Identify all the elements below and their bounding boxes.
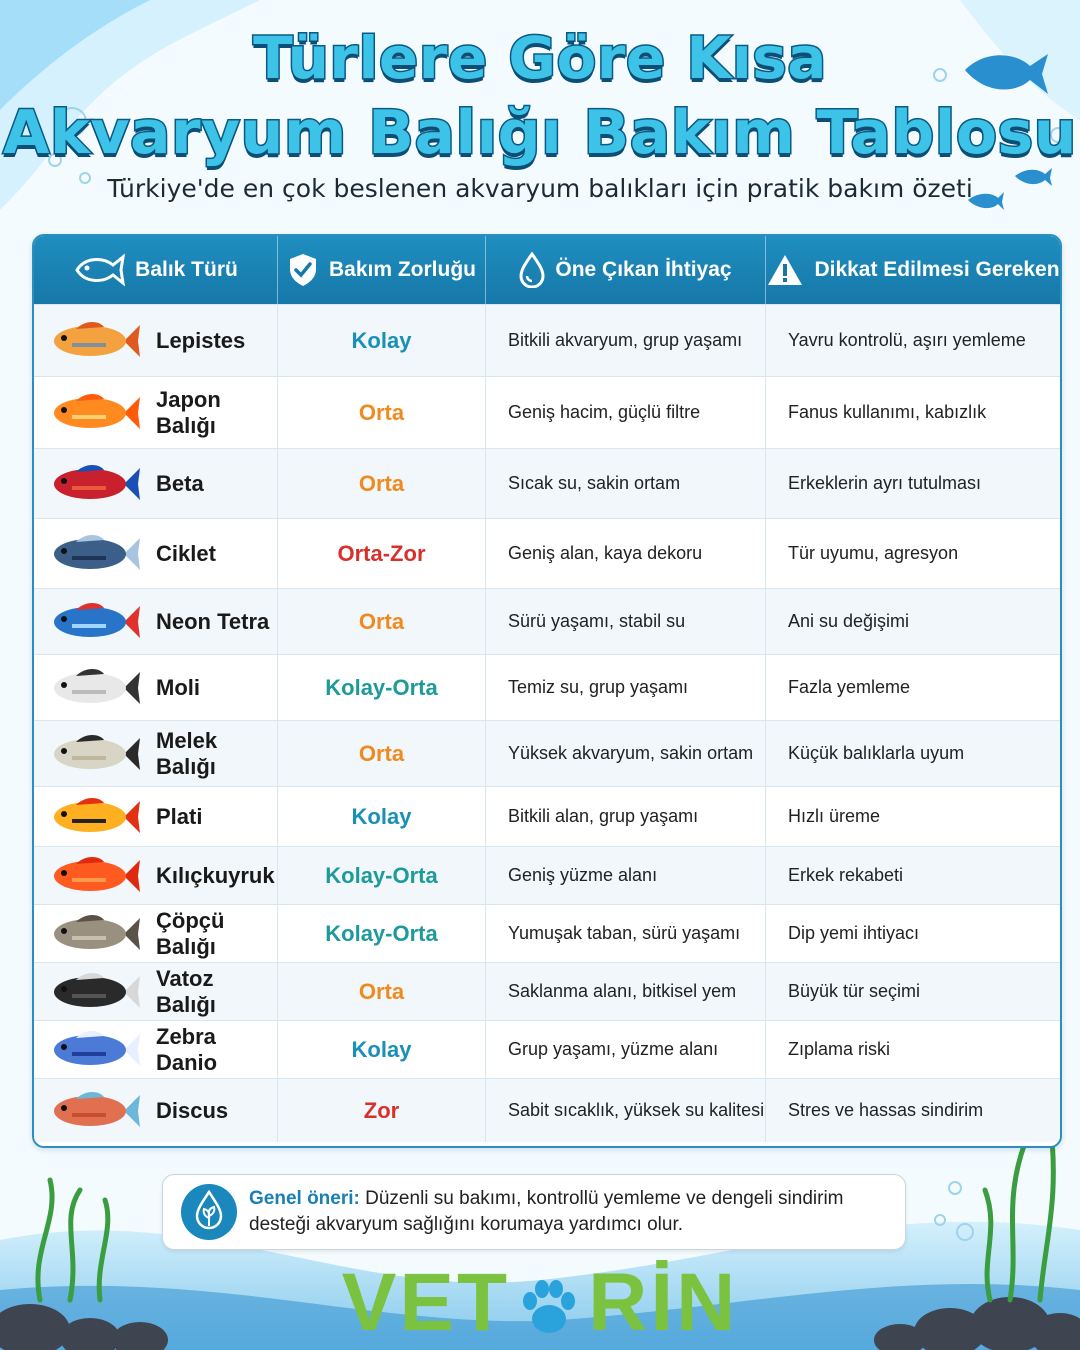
need-cell: Yüksek akvaryum, sakin ortam — [486, 721, 766, 786]
need-cell: Geniş hacim, güçlü filtre — [486, 377, 766, 448]
caution-cell: Hızlı üreme — [788, 806, 881, 826]
difficulty-value: Orta — [358, 978, 405, 1004]
difficulty-cell — [278, 655, 486, 720]
species-name: Zebra Danio — [156, 1023, 218, 1075]
page-title-line-1: Türlere Göre Kısa — [253, 24, 827, 92]
logo-text-right: RİN — [588, 1257, 739, 1348]
table-row — [34, 962, 1060, 1020]
table-row — [34, 720, 1060, 786]
species-cell — [34, 449, 278, 518]
corydoras-fish-icon — [42, 906, 142, 962]
need-cell: Bitkili alan, grup yaşamı — [486, 787, 766, 846]
table-row — [34, 846, 1060, 904]
header-need — [486, 236, 766, 304]
species-name: Çöpçü Balığı — [156, 907, 225, 959]
paw-icon — [514, 1273, 584, 1343]
difficulty-cell — [278, 377, 486, 448]
betta-fish-icon — [42, 456, 142, 512]
species-cell — [34, 905, 278, 962]
need-cell: Sıcak su, sakin ortam — [486, 449, 766, 518]
need-cell: Yumuşak taban, sürü yaşamı — [486, 905, 766, 962]
caution-cell: Erkek rekabeti — [788, 865, 904, 885]
cichlid-fish-icon — [42, 526, 142, 582]
species-name: Moli — [156, 674, 200, 700]
general-advice-body: Düzenli su bakımı, kontrollü yemleme ve dengeli sindirim desteği akvaryum sağlığını korumaya yardımcı olur. — [249, 1188, 844, 1235]
caution-cell: Ani su değişimi — [788, 611, 910, 631]
species-cell — [34, 721, 278, 786]
caution-cell: Stres ve hassas sindirim — [788, 1100, 984, 1120]
difficulty-value: Orta — [358, 470, 405, 496]
caution-cell: Yavru kontrolü, aşırı yemleme — [788, 330, 1026, 350]
vetrin-logo — [0, 1256, 1080, 1350]
page-title-line-2: Akvaryum Balığı Bakım Tablosu — [3, 98, 1077, 168]
general-advice-text — [249, 1186, 905, 1238]
difficulty-value: Kolay-Orta — [325, 674, 438, 700]
species-cell — [34, 589, 278, 654]
species-cell — [34, 305, 278, 376]
caution-cell: Fazla yemleme — [788, 677, 911, 697]
species-name: Vatoz Balığı — [156, 965, 216, 1017]
table-row — [34, 448, 1060, 518]
difficulty-value: Kolay-Orta — [325, 862, 438, 888]
species-cell — [34, 787, 278, 846]
species-cell — [34, 847, 278, 904]
need-cell: Bitkili akvaryum, grup yaşamı — [486, 305, 766, 376]
table-row — [34, 654, 1060, 720]
caution-cell: Tür uyumu, agresyon — [788, 543, 959, 563]
swordtail-fish-icon — [42, 848, 142, 904]
species-cell — [34, 655, 278, 720]
difficulty-cell — [278, 905, 486, 962]
caution-cell: Dip yemi ihtiyacı — [788, 923, 920, 943]
difficulty-cell — [278, 589, 486, 654]
need-cell: Grup yaşamı, yüzme alanı — [486, 1021, 766, 1078]
table-row — [34, 904, 1060, 962]
shield-check-icon — [287, 252, 319, 288]
table-row — [34, 1078, 1060, 1142]
need-cell: Saklanma alanı, bitkisel yem — [486, 963, 766, 1020]
general-advice-label: Genel öneri: — [249, 1188, 360, 1209]
difficulty-cell — [278, 305, 486, 376]
header-species — [34, 236, 278, 304]
difficulty-value: Zor — [363, 1097, 400, 1123]
difficulty-cell — [278, 963, 486, 1020]
difficulty-value: Kolay-Orta — [325, 920, 438, 946]
header-difficulty — [278, 236, 486, 304]
page-subtitle: Türkiye'de en çok beslenen akvaryum balıkları için pratik bakım özeti — [107, 174, 973, 203]
difficulty-cell — [278, 721, 486, 786]
difficulty-cell — [278, 1079, 486, 1142]
table-row — [34, 786, 1060, 846]
difficulty-cell — [278, 449, 486, 518]
species-name: Plati — [156, 803, 203, 829]
table-row — [34, 1020, 1060, 1078]
species-name: Ciklet — [156, 540, 216, 566]
table-body — [34, 304, 1060, 1142]
species-name: Beta — [156, 470, 204, 496]
angelfish-icon — [42, 726, 142, 782]
difficulty-value: Kolay — [351, 327, 412, 353]
leaf-drop-icon — [179, 1182, 239, 1242]
platy-fish-icon — [42, 789, 142, 845]
caution-cell: Erkeklerin ayrı tutulması — [788, 473, 982, 493]
discus-fish-icon — [42, 1083, 142, 1139]
difficulty-cell — [278, 787, 486, 846]
header-species-label: Balık Türü — [135, 258, 238, 281]
difficulty-value: Orta — [358, 740, 405, 766]
species-cell — [34, 963, 278, 1020]
molly-fish-icon — [42, 660, 142, 716]
difficulty-value: Orta — [358, 608, 405, 634]
need-cell: Sürü yaşamı, stabil su — [486, 589, 766, 654]
species-cell — [34, 377, 278, 448]
zebra-danio-icon — [42, 1022, 142, 1078]
header-caution-label: Dikkat Edilmesi Gereken — [814, 258, 1060, 281]
caution-cell: Zıplama riski — [788, 1039, 891, 1059]
caution-cell: Fanus kullanımı, kabızlık — [788, 402, 987, 422]
logo-text-left: VET — [341, 1257, 511, 1348]
difficulty-cell — [278, 519, 486, 588]
species-cell — [34, 519, 278, 588]
caution-cell: Küçük balıklarla uyum — [788, 743, 965, 763]
difficulty-value: Orta — [358, 399, 405, 425]
species-name: Lepistes — [156, 327, 246, 353]
table-header — [34, 236, 1060, 304]
warning-icon — [766, 253, 804, 287]
need-cell: Geniş alan, kaya dekoru — [486, 519, 766, 588]
pleco-fish-icon — [42, 964, 142, 1020]
caution-cell: Büyük tür seçimi — [788, 981, 921, 1001]
water-drop-icon — [519, 252, 545, 288]
species-name: Melek Balığı — [156, 727, 218, 779]
species-name: Discus — [156, 1097, 229, 1123]
species-cell — [34, 1079, 278, 1142]
difficulty-cell — [278, 847, 486, 904]
neon-tetra-icon — [42, 594, 142, 650]
goldfish-icon — [42, 385, 142, 441]
species-name: Japon Balığı — [156, 386, 221, 438]
difficulty-cell — [278, 1021, 486, 1078]
header-difficulty-label: Bakım Zorluğu — [328, 258, 476, 281]
fish-outline-icon — [73, 253, 125, 287]
table-row — [34, 304, 1060, 376]
difficulty-value: Orta-Zor — [337, 540, 426, 566]
difficulty-value: Kolay — [351, 803, 412, 829]
table-row — [34, 588, 1060, 654]
difficulty-value: Kolay — [351, 1036, 412, 1062]
care-table — [32, 234, 1062, 1148]
header-need-label: Öne Çıkan İhtiyaç — [555, 258, 732, 281]
need-cell: Geniş yüzme alanı — [486, 847, 766, 904]
species-cell — [34, 1021, 278, 1078]
table-row — [34, 518, 1060, 588]
general-advice-box — [162, 1174, 906, 1250]
need-cell: Sabit sıcaklık, yüksek su kalitesi — [486, 1079, 766, 1142]
table-row — [34, 376, 1060, 448]
guppy-fish-icon — [42, 313, 142, 369]
species-name: Kılıçkuyruk — [156, 862, 275, 888]
header-caution — [766, 236, 1060, 304]
species-name: Neon Tetra — [156, 608, 270, 634]
need-cell: Temiz su, grup yaşamı — [486, 655, 766, 720]
